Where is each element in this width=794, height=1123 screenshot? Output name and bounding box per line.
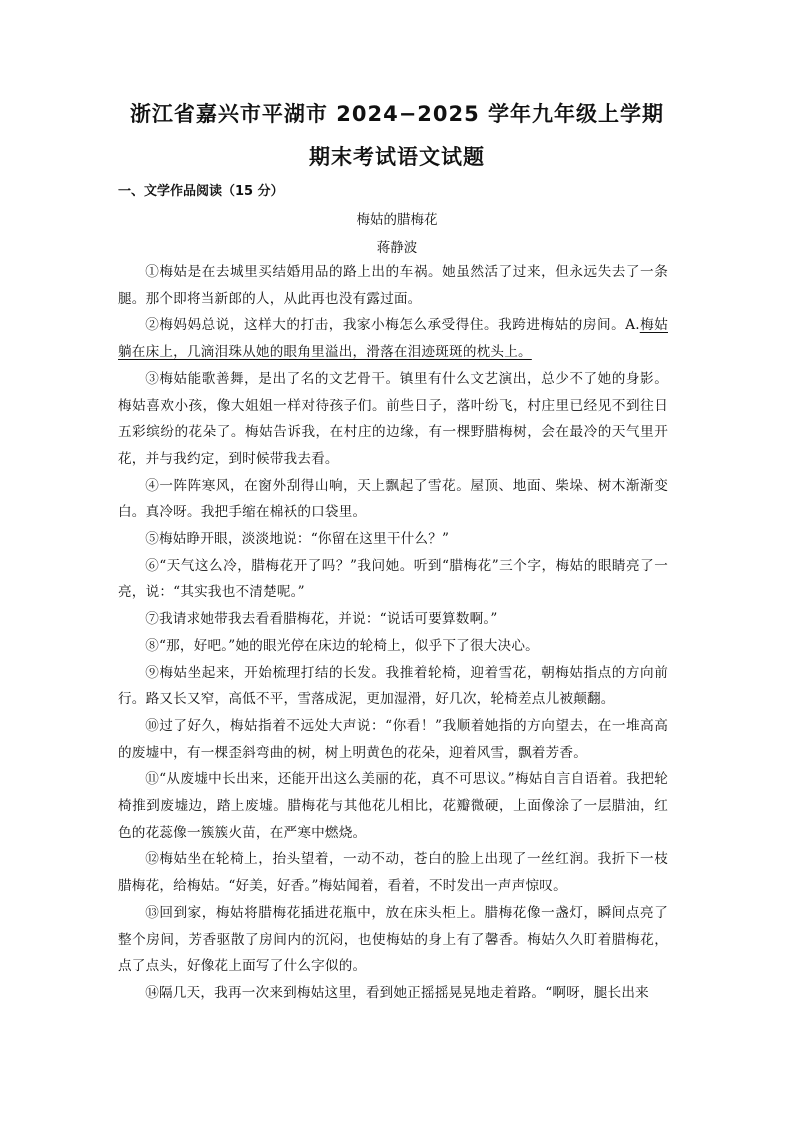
paragraph-text: ⑪“从废墟中长出来，还能开出这么美丽的花，真不可思议。”梅姑自言自语着。我把轮椅推到废墟边，踏上废墟。腊梅花与其他花儿相比，花瓣微硬，上面像涂了一层腊油，红色的花蕊像一簇簇火苗，在严寒中燃烧。 <box>118 771 668 841</box>
story-paragraph <box>118 526 668 553</box>
story-paragraph <box>118 553 668 606</box>
paragraph-text: ②梅妈妈总说，这样大的打击，我家小梅怎么承受得住。我跨进梅姑的房间。A. <box>145 317 640 334</box>
paragraph-text: ⑩过了好久，梅姑指着不远处大声说：“你看！”我顺着她指的方向望去，在一堆高高的废墟中，有一棵歪斜弯曲的树，树上明黄色的花朵，迎着风雪，飘着芳香。 <box>118 717 668 761</box>
paragraph-text: ③梅姑能歌善舞，是出了名的文艺骨干。镇里有什么文艺演出，总少不了她的身影。梅姑喜欢小孩，像大姐姐一样对待孩子们。前些日子，落叶纷飞，村庄里已经见不到往日五彩缤纷的花朵了。梅姑告诉我，在村庄的边缘，有一棵野腊梅树，会在最冷的天气里开花，并与我约定，到时候带我去看。 <box>118 370 668 467</box>
paragraph-text: ④一阵阵寒风，在窗外刮得山响，天上飘起了雪花。屋顶、地面、柴垛、树木渐渐变白。真冷呀。我把手缩在棉袄的口袋里。 <box>118 477 668 521</box>
paragraph-text: ①梅姑是在去城里买结婚用品的路上出的车祸。她虽然活了过来，但永远失去了一条腿。那个即将当新郎的人，从此再也没有露过面。 <box>118 264 668 307</box>
story-paragraph <box>118 259 668 312</box>
story-author: 蒋静波 <box>376 240 418 256</box>
paragraph-text: ⑨梅姑坐起来，开始梳理打结的长发。我推着轮椅，迎着雪花，朝梅姑指点的方向前行。路又长又窄，高低不平，雪落成泥，更加湿滑，好几次，轮椅差点儿被颠翻。 <box>118 664 668 708</box>
paragraph-text: ⑥“天气这么冷，腊梅花开了吗？”我问她。听到“腊梅花”三个字，梅姑的眼睛亮了一亮，说：“其实我也不清楚呢。” <box>118 557 668 601</box>
story-paragraph <box>118 606 668 633</box>
paragraph-text: ⑫梅姑坐在轮椅上，抬头望着，一动不动，苍白的脸上出现了一丝红润。我折下一枝腊梅花，给梅姑。“好美，好香。”梅姑闻着，看着，不时发出一声声惊叹。 <box>118 851 668 895</box>
story-paragraph <box>118 980 668 1007</box>
story-paragraph <box>118 900 668 980</box>
story-paragraph <box>118 846 668 899</box>
story-title: 梅姑的腊梅花 <box>356 212 438 228</box>
story-paragraph <box>118 660 668 713</box>
story-body <box>118 259 668 1007</box>
underlined-sentence: 梅姑躺在床上，几滴泪珠从她的眼角里溢出，滑落在泪迹斑斑的枕头上。 <box>118 317 668 361</box>
story-paragraph <box>118 633 668 660</box>
paragraph-text: ⑭隔几天，我再一次来到梅姑这里，看到她正摇摇晃晃地走着路。“啊呀，腿长出来 <box>145 984 649 1001</box>
story-paragraph <box>118 312 668 365</box>
story-paragraph <box>118 713 668 766</box>
story-paragraph <box>118 473 668 526</box>
paragraph-text: ⑬回到家，梅姑将腊梅花插进花瓶中，放在床头柜上。腊梅花像一盏灯，瞬间点亮了整个房间，芳香驱散了房间内的沉闷，也使梅姑的身上有了馨香。梅姑久久盯着腊梅花，点了点头，好像花上面写了什么字似的。 <box>118 904 668 975</box>
story-paragraph <box>118 766 668 846</box>
section-heading: 一、文学作品阅读（15 分） <box>118 184 284 199</box>
paragraph-text: ⑧“那，好吧。”她的眼光停在床边的轮椅上，似乎下了很大决心。 <box>145 637 539 654</box>
paragraph-text: ⑦我请求她带我去看看腊梅花，并说：“说话可要算数啊。” <box>145 611 498 628</box>
document-title-line2: 期末考试语文试题 <box>309 145 485 169</box>
story-paragraph <box>118 366 668 473</box>
paragraph-text: ⑤梅姑睁开眼，淡淡地说：“你留在这里干什么？” <box>145 531 450 548</box>
document-title-line1: 浙江省嘉兴市平湖市 2024−2025 学年九年级上学期 <box>129 102 665 126</box>
